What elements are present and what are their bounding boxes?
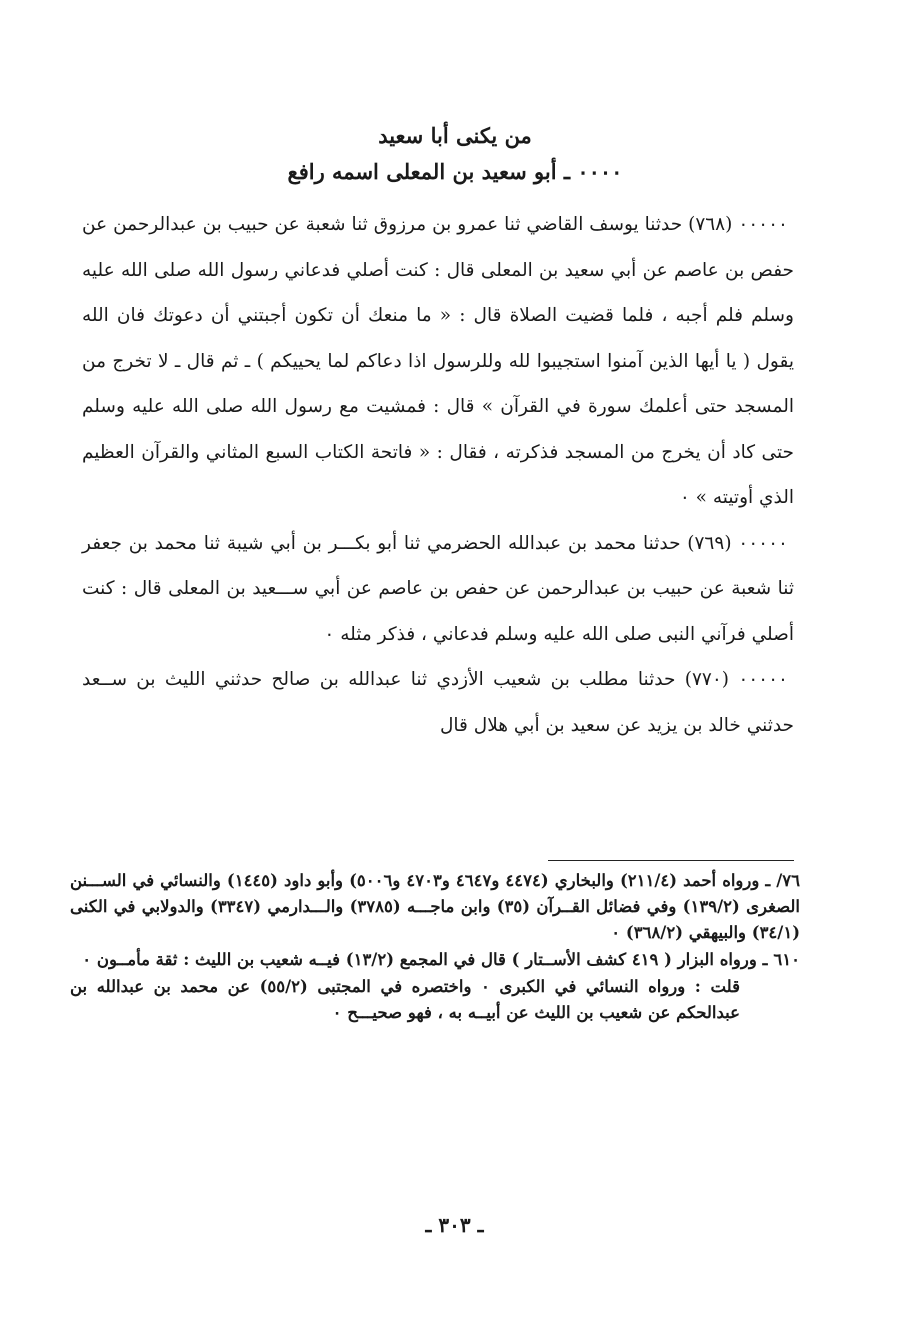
footnote-separator <box>548 860 794 861</box>
footnote-number: ٦١٠ <box>773 950 800 969</box>
footnotes <box>70 868 800 1027</box>
page-number: ـ ٣٠٣ ـ <box>425 1213 484 1237</box>
footnote-item <box>70 868 800 946</box>
footnote-item <box>70 974 800 1026</box>
hadith-paragraph-769: ٠٠٠٠٠ (٧٦٩) حدثنا محمد بن عبدالله الحضرمي ثنا أبو بكـــر بن أبي شيبة ثنا محمد بن جعفر ثنا شعبة عن حبيب بن عبدالرحمن عن حفص بن عاصم عن أبي ســـعيد بن المعلى قال : كنت أصلي فرآني النبى صلى الله عليه وسلم فدعاني ، فذكر مثله ٠ <box>82 532 794 645</box>
footnote-number: ٧٦/ <box>776 871 800 890</box>
entry-heading: ٠٠٠٠ ـ أبو سعيد بن المعلى اسمه رافع <box>287 159 623 184</box>
footnote-text: ـ ورواه أحمد (٢١١/٤) والبخاري (٤٤٧٤ و٤٦٤٧ و٤٧٠٣ و٥٠٠٦) وأبو داود (١٤٤٥) والنسائي في الســـنن الصغرى (١٣٩/٢) وفي فضائل القــرآن (٣٥) وابن ماجـــه (٣٧٨٥) والـــدارمي (٣٣٤٧) والدولابي في الكنى (٣٤/١) والبيهقي (٣٦٨/٢) ٠ <box>70 871 800 942</box>
footnote-text: قلت : ورواه النسائي في الكبرى ٠ واختصره في المجتبى (٥٥/٢) عن محمد بن عبدالله بن عبدالحكم عن شعيب بن الليث عن أبيــه به ، فهو صحيـــح ٠ <box>70 977 740 1022</box>
chapter-heading: من يكنى أبا سعيد <box>378 123 532 148</box>
main-text <box>82 202 794 748</box>
hadith-paragraph-770: ٠٠٠٠٠ (٧٧٠) حدثنا مطلب بن شعيب الأزدي ثنا عبدالله بن صالح حدثني الليث بن ســعد حدثني خالد بن يزيد عن سعيد بن أبي هلال قال <box>82 669 794 736</box>
hadith-paragraph-768: ٠٠٠٠٠ (٧٦٨) حدثنا يوسف القاضي ثنا عمرو بن مرزوق ثنا شعبة عن حبيب بن عبدالرحمن عن حفص بن عاصم عن أبي سعيد بن المعلى قال : كنت أصلي فدعاني رسول الله صلى الله عليه وسلم فلم أجبه ، فلما قضيت الصلاة قال : « ما منعك أن تكون أجبتني أن دعوتك فان الله يقول ( يا أيها الذين آمنوا استجيبوا لله وللرسول اذا دعاكم لما يحييكم ) ـ ثم قال ـ لا تخرج من المسجد حتى أعلمك سورة في القرآن » قال : فمشيت مع رسول الله صلى الله عليه وسلم حتى كاد أن يخرج من المسجد فذكرته ، فقال : « فاتحة الكتاب السبع المثاني والقرآن العظيم الذي أوتيته » ٠ <box>82 214 794 508</box>
footnote-text: ـ ورواه البزار ( ٤١٩ كشف الأســتار ) قال في المجمع (١٣/٢) فيــه شعيب بن الليث : ثقة مأمــون ٠ <box>82 950 768 969</box>
footnote-item <box>70 947 800 973</box>
